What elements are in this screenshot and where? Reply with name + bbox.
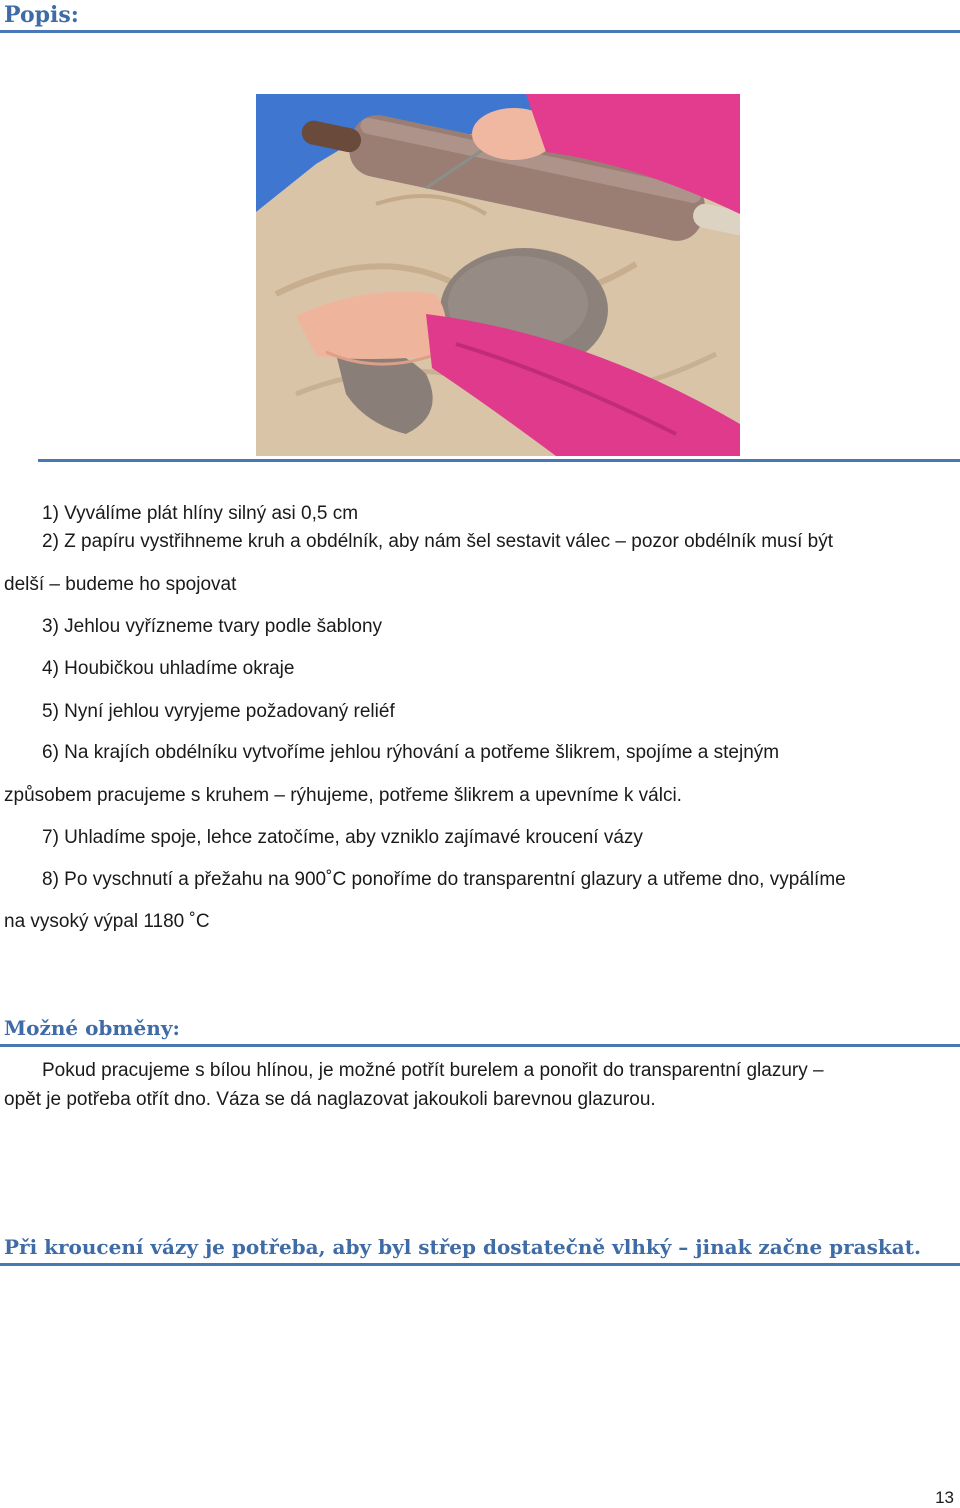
step-8: 8) Po vyschnutí a přežahu na 900˚C ponoříme do transparentní glazury a utřeme dno, vypálíme [42, 869, 846, 890]
variants-text-line-2: opět je potřeba otřít dno. Váza se dá naglazovat jakoukoli barevnou glazurou. [4, 1089, 656, 1110]
step-1: 1) Vyválíme plát hlíny silný asi 0,5 cm [42, 503, 359, 524]
step-3: 3) Jehlou vyřízneme tvary podle šablony [42, 616, 383, 637]
step-5: 5) Nyní jehlou vyryjeme požadovaný reliéf [42, 701, 395, 722]
section-title-variants: Možné obměny: [4, 1016, 180, 1040]
step-7: 7) Uhladíme spoje, lehce zatočíme, aby vzniklo zajímavé kroucení vázy [42, 827, 643, 848]
section-title-popis: Popis: [4, 2, 79, 28]
warning-underline [0, 1263, 960, 1266]
step-4: 4) Houbičkou uhladíme okraje [42, 658, 295, 679]
heading-underline [0, 30, 960, 33]
clay-rolling-photo [256, 94, 740, 456]
step-2: 2) Z papíru vystřihneme kruh a obdélník, aby nám šel sestavit válec – pozor obdélník musí být [42, 531, 833, 552]
photo-separator-rule [38, 459, 960, 462]
step-6: 6) Na krajích obdélníku vytvoříme jehlou rýhování a potřeme šlikrem, spojíme a stejným [42, 742, 780, 763]
step-6-continued: způsobem pracujeme s kruhem – rýhujeme, potřeme šlikrem a upevníme k válci. [4, 785, 682, 806]
variants-underline [0, 1044, 960, 1047]
variants-text-line-1: Pokud pracujeme s bílou hlínou, je možné potřít burelem a ponořit do transparentní glazury – [42, 1060, 824, 1081]
page-number: 13 [935, 1488, 954, 1507]
step-8-continued: na vysoký výpal 1180 ˚C [4, 911, 210, 932]
step-2-continued: delší – budeme ho spojovat [4, 574, 237, 595]
warning-note: Při kroucení vázy je potřeba, aby byl střep dostatečně vlhký – jinak začne praskat. [4, 1235, 921, 1259]
